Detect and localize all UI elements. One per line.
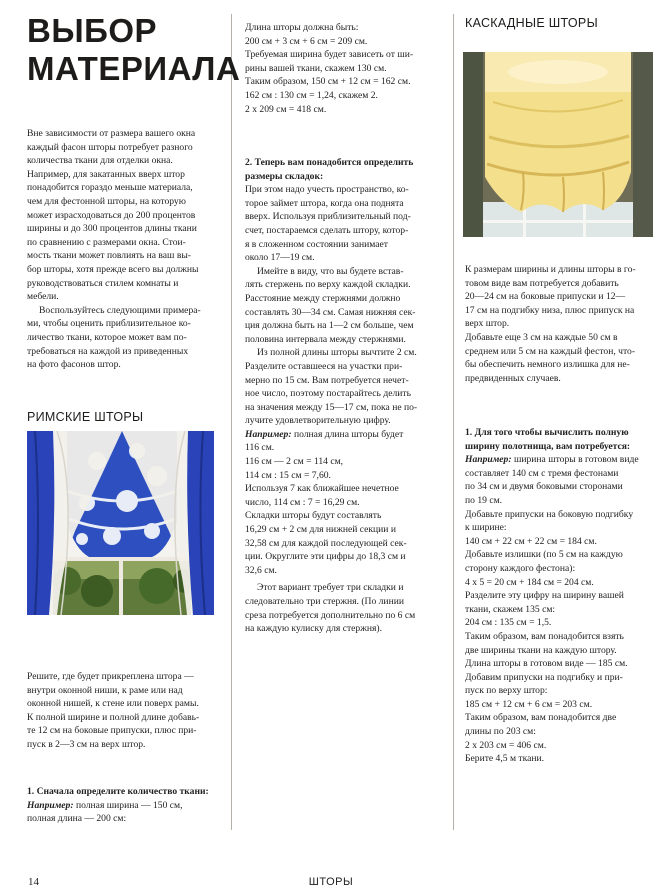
text-lines [27,670,219,752]
text-line: Разделите эту цифру на ширину вашей [465,590,624,602]
text-line: каждый фасон шторы потребует разного [27,141,193,153]
text-line: следовательно три стержня. (По линии [245,596,404,607]
text-line: составлять 30—34 см. Самая нижняя сек- [245,306,416,318]
text-line: Решите, где будет прикреплена штора — [27,671,194,682]
text-line: бы обеспечить немного излишка для не- [465,359,630,371]
text-line: Имейте в виду, что вы будете встав- [257,265,404,277]
text-line: Требуемая ширина будет зависеть от ши- [245,49,414,61]
text-line: 2. Теперь вам понадобится определить [245,157,414,168]
text-line: 2 х 203 см = 406 см. [465,739,547,751]
text-line: личество ткани, которое может вам по- [27,331,187,343]
text-line: Добавьте припуски на боковую подгибку [465,508,634,520]
text-lines [27,304,219,372]
text-line: 185 см + 12 см + 6 см = 203 см. [465,698,593,710]
text-lines [465,263,655,385]
text-line: я в сложенном состоянии занимает [245,238,388,250]
column-rule [231,14,232,830]
text-line: к ширине: [465,522,507,534]
text-line: Длина шторы должна быть: [245,22,359,33]
text-line: ми, чтобы оценить приблизительное ко- [27,318,191,330]
text-line: Используя 7 как ближайшее нечетное [245,483,399,495]
column-rule [453,14,454,830]
text-line: 32,58 см для каждой последующей сек- [245,537,407,549]
roman-calc-top [245,21,445,116]
text-line: верх штор. [465,318,510,330]
text-lines [245,21,445,116]
text-line: мерно по 15 см. Вам потребуется нечет- [245,374,409,386]
text-line: ширины и до 300 процентов длины ткани [27,223,197,235]
text-line: При этом надо учесть пространство, ко- [245,184,409,196]
text-lines [27,127,219,304]
text-line: чем для фестонной шторы, на которую [27,195,186,207]
text-line: 116 см — 2 см = 114 см, [245,456,344,468]
text-lines [465,467,655,766]
example-label: Например: [465,454,512,466]
text-line: 32,6 см. [245,564,277,576]
example-label: Например: [245,428,292,440]
cascade-intro-paragraph [465,263,655,385]
text-line: Берите 4,5 м ткани. [465,753,545,765]
text-line: Таким образом, 150 см + 12 см = 162 см. [245,76,411,88]
text-line: мебели. [27,291,59,303]
text-line: 16,29 см + 2 см для нижней секции и [245,524,396,536]
text-line: внутри оконной ниши, к раме или над [27,684,183,696]
text-line: Расстояние между стержнями должно [245,292,401,304]
text-line: Вне зависимости от размера вашего окна [27,128,196,139]
text-line: число, 114 см : 7 = 16,29 см. [245,496,360,508]
text-line: Добавим припуски на подгибку и при- [465,671,623,683]
text-line: две ширины ткани на каждую штору. [465,644,617,656]
cascade-step1 [465,426,655,766]
roman-step1 [27,785,227,826]
text-line: половина интервала между стержнями. [245,333,406,345]
text-line: 116 см. [245,442,275,454]
text-line: счет, постараемся сделать штору, котор- [245,224,409,236]
text-line: ция должна быть на 1—2 см больше, чем [245,320,414,332]
text-line: Добавьте еще 3 см на каждые 50 см в [465,331,618,343]
text-line: полная длина — 200 см: [27,813,127,825]
example-label: Например: [27,799,74,811]
text-line: товом виде вам потребуется добавить [465,277,619,289]
text-line: может израсходоваться до 200 процентов [27,209,196,221]
text-line: лять стержень по верху каждой складки. [245,279,411,291]
example-line [465,453,655,467]
text-line: понадобится гораздо меньше материала, [27,182,193,194]
text-line: пуск в 2—3 см на верх штор. [27,738,146,750]
text-line: по 19 см. [465,494,503,506]
roman-intro-paragraph [27,670,219,752]
text-line: Разделите оставшееся на участки при- [245,360,403,372]
example-text: полная длина шторы будет [291,428,404,440]
text-line: ширину полотнища, вам потребуется: [465,440,631,452]
text-line: по 34 см и двумя боковыми сторонами [465,481,623,493]
example-text: ширина шторы в готовом виде [511,454,639,466]
page-title [27,12,240,88]
step-heading [465,426,655,453]
text-lines [245,441,445,577]
text-line: Воспользуйтесь следующими примера- [39,304,201,316]
page-number: 14 [28,876,39,888]
text-line: 4 х 5 = 20 см + 184 см = 204 см. [465,576,594,588]
text-line: 204 см : 135 см = 1,5. [465,617,552,629]
roman-blinds-heading: РИМСКИЕ ШТОРЫ [27,410,144,424]
text-line: Например, для закатанных вверх штор [27,168,185,180]
text-lines [245,265,445,347]
text-line: лучите удовлетворительную цифру. [245,415,391,427]
cascade-blinds-heading: КАСКАДНЫЕ ШТОРЫ [465,16,598,30]
running-footer: ШТОРЫ [308,876,354,888]
page-title-line: МАТЕРИАЛА [27,50,241,87]
text-lines [245,183,445,265]
intro-paragraph [27,127,219,372]
text-line: ткани, скажем 135 см: [465,603,556,615]
page-title-line: ВЫБОР [27,12,158,49]
text-line: К размерам ширины и длины шторы в го- [465,264,636,275]
text-line: бор шторы, хотя прежде всего вы должны [27,263,199,275]
step-heading: 1. Сначала определите количество ткани: [27,786,209,797]
text-line: количества ткани для отделки окна. [27,155,173,167]
example-line [27,799,227,813]
text-line: 200 см + 3 см + 6 см = 209 см. [245,35,368,47]
text-line: К полной ширине и полной длине добавь- [27,711,200,723]
text-line: длины по 203 см: [465,726,536,738]
step-heading [245,156,445,183]
text-line: Складки шторы будут составлять [245,510,382,522]
text-line: пуск по верху штор: [465,685,548,697]
text-line: 140 см + 22 см + 22 см = 184 см. [465,535,597,547]
text-line: размеры складок: [245,170,324,182]
text-line: около 17—19 см. [245,252,315,264]
roman-step2 [245,156,445,636]
text-line: сторону каждого фестона): [465,562,576,574]
text-line: 1. Для того чтобы вычислить полную [465,427,629,438]
text-line: те 12 см на боковые припуски, плюс при- [27,725,197,737]
text-line: на фото фасонов штор. [27,359,121,371]
text-line: руководствоваться стилем комнаты и [27,277,179,289]
cascade-blind-illustration [463,52,653,237]
text-line: Таким образом, вам понадобится взять [465,630,624,642]
text-line: среднем или 5 см на каждый фестон, что- [465,345,636,357]
text-line: ное число, поэтому постарайтесь делить [245,388,411,400]
roman-blind-photo [27,431,214,615]
text-line: рины вашей ткани, скажем 130 см. [245,62,387,74]
text-line: 2 х 209 см = 418 см. [245,103,327,115]
text-line: 114 см : 15 см = 7,60. [245,469,331,481]
text-line: на значения между 15—17 см, пока не по- [245,401,418,413]
text-line: 20—24 см на боковые припуски и 12— [465,291,626,303]
text-line: мость ткани может повлиять на ваш вы- [27,250,191,262]
text-line: торое займет штора, когда она поднята [245,197,404,209]
roman-blind-illustration [27,431,214,615]
text-line: 17 см на подгибку низа, плюс припуск на [465,304,635,316]
text-line: составляет 140 см с тремя фестонами [465,467,619,479]
text-line: Из полной длины шторы вычтите 2 см. [257,347,417,359]
text-line: на каждую кулиску для стержня). [245,623,382,635]
text-lines [245,346,445,428]
text-line: требоваться на каждой из приведенных [27,345,189,357]
text-line: Длина шторы в готовом виде — 185 см. [465,658,628,670]
text-line: Таким образом, вам понадобится две [465,712,617,724]
text-line: вверх. Используя приблизительный под- [245,211,411,223]
text-line: по сравнению с размерами окна. Стои- [27,236,186,248]
example-line [245,428,445,442]
text-line: 162 см : 130 см = 1,24, скажем 2. [245,89,378,101]
text-line: Добавьте излишки (по 5 см на каждую [465,549,623,561]
text-lines [245,581,445,635]
cascade-blind-photo [463,52,653,237]
text-line: оконной нишей, к стене или поверх рамы. [27,698,199,710]
example-text: полная ширина — 150 см, [73,799,183,811]
text-line: предвиденных случаев. [465,372,561,384]
text-line: ции. Округлите эти цифры до 18,3 см и [245,551,406,563]
text-line: среза потребуется дополнительно по 6 см [245,609,416,621]
text-line: Этот вариант требует три складки и [257,582,404,594]
